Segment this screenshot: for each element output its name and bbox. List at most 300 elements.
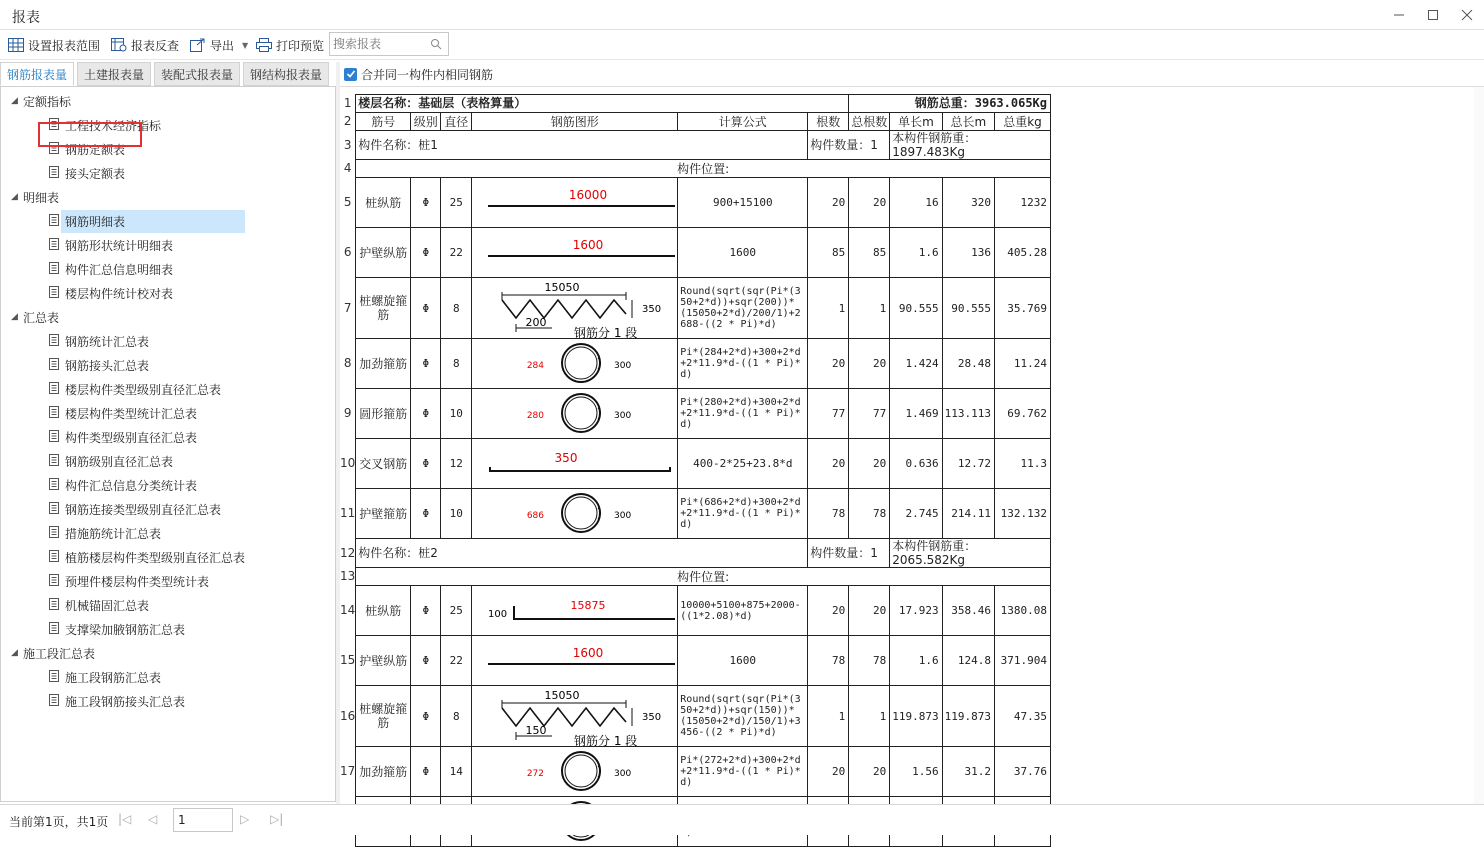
grade-symbol: Φ [411, 439, 441, 489]
print-preview-label: 打印预览 [276, 38, 325, 53]
tree-item[interactable] [49, 354, 149, 376]
document-icon [49, 142, 59, 157]
formula: 1600 [678, 636, 808, 686]
column-header: 钢筋图形 [472, 113, 678, 131]
total-count: 77 [849, 389, 890, 439]
bar-name: 桩纵筋 [356, 178, 411, 228]
grade-symbol: Φ [411, 636, 441, 686]
tree-item[interactable] [49, 474, 197, 496]
formula: 400-2*25+23.8*d [678, 439, 808, 489]
diameter: 10 [441, 489, 472, 539]
document-icon [49, 382, 59, 397]
row-number: 11 [340, 489, 356, 539]
tree-item-label: 构件汇总信息分类统计表 [65, 478, 198, 493]
column-header: 总长m [942, 113, 994, 131]
last-page-icon[interactable]: ▷| [270, 812, 284, 826]
first-page-icon[interactable]: |◁ [118, 812, 132, 826]
document-icon [49, 358, 59, 373]
table-row [340, 178, 1051, 228]
formula: 1600 [678, 228, 808, 278]
column-header: 单长m [890, 113, 942, 131]
total-length: 124.8 [942, 636, 994, 686]
total-length: 28.48 [942, 339, 994, 389]
table-header-row [340, 113, 1051, 131]
table-row [340, 686, 1051, 747]
column-header: 计算公式 [678, 113, 808, 131]
grade-symbol: Φ [411, 586, 441, 636]
page-info: 当前第1页，共1页 [9, 815, 109, 829]
document-icon [49, 574, 59, 589]
bar-name: 护壁箍筋 [356, 489, 411, 539]
shape-dim-text: 300 [614, 360, 632, 371]
document-icon [49, 598, 59, 613]
export-icon [190, 38, 206, 52]
grade-symbol: Φ [411, 489, 441, 539]
tree-item-label: 预埋件楼层构件类型统计表 [65, 574, 210, 589]
page-number-input[interactable]: 1 [173, 808, 233, 832]
document-icon [49, 166, 59, 181]
bar-name: 护壁纵筋 [356, 228, 411, 278]
row-number: 4 [340, 160, 356, 178]
document-icon [49, 238, 59, 253]
shape-dim-text: 15050 [544, 689, 580, 702]
bar-name: 桩纵筋 [356, 586, 411, 636]
tree-item[interactable] [49, 690, 185, 712]
total-count: 20 [849, 439, 890, 489]
count: 20 [808, 586, 849, 636]
grade-symbol: Φ [411, 747, 441, 797]
bar-name: 加劲箍筋 [356, 339, 411, 389]
grade-symbol: Φ [411, 389, 441, 439]
tree-item[interactable] [49, 450, 173, 472]
diameter: 12 [441, 439, 472, 489]
bar-name: 加劲箍筋 [356, 747, 411, 797]
unit-length: 0.636 [890, 439, 942, 489]
shape-dim-text: 15875 [570, 598, 606, 612]
minimize-icon[interactable] [1382, 0, 1416, 30]
bar-name: 圆形箍筋 [356, 389, 411, 439]
grade-symbol: Φ [411, 228, 441, 278]
tree-item[interactable] [49, 330, 149, 352]
title-bar [0, 0, 1484, 30]
total-weight-cell: 11.3 [995, 439, 1051, 489]
column-header: 根数 [808, 113, 849, 131]
component-count: 构件数量：1 [808, 131, 890, 160]
tree-item[interactable] [49, 282, 173, 304]
bar-name: 交叉钢筋 [356, 439, 411, 489]
bar-name: 桩螺旋箍筋 [356, 278, 411, 339]
tree-item[interactable] [49, 210, 245, 232]
column-header: 筋号 [356, 113, 411, 131]
tree-item[interactable] [49, 546, 245, 568]
row-number: 12 [340, 539, 356, 568]
grade-symbol: Φ [411, 339, 441, 389]
row-number: 1 [340, 95, 356, 113]
count: 85 [808, 228, 849, 278]
total-weight-cell: 371.904 [995, 636, 1051, 686]
shape-dim-text: 16000 [569, 187, 608, 202]
tab-steel-report[interactable]: 钢结构报表量 [243, 62, 329, 86]
diameter: 8 [441, 339, 472, 389]
total-weight-cell: 69.762 [995, 389, 1051, 439]
row-number: 14 [340, 586, 356, 636]
component-row [340, 539, 1051, 568]
table-row [340, 489, 1051, 539]
rebar-shape [472, 636, 678, 686]
report-viewer [340, 86, 1484, 804]
tree-item-label: 接头定额表 [65, 166, 126, 181]
reverse-check-button[interactable] [111, 34, 179, 56]
rebar-shape-bent [472, 587, 677, 635]
tree-item-label: 施工段钢筋接头汇总表 [65, 694, 186, 709]
expand-arrow-icon[interactable]: ◢ [11, 312, 18, 322]
tree-item[interactable] [49, 498, 221, 520]
rebar-shape [472, 586, 678, 636]
document-icon [49, 334, 59, 349]
row-number: 5 [340, 178, 356, 228]
formula: Pi*(272+2*d)+300+2*d+2*11.9*d-((1 * Pi)*d) [678, 747, 808, 797]
grade-symbol: Φ [411, 178, 441, 228]
total-count: 20 [849, 586, 890, 636]
component-position: 构件位置: [356, 568, 1051, 586]
tree-item[interactable] [49, 402, 197, 424]
shape-dim-text: 200 [525, 316, 547, 329]
search-icon[interactable] [430, 38, 442, 50]
component-name: 构件名称：桩2 [356, 539, 808, 568]
diameter: 22 [441, 228, 472, 278]
unit-length: 90.555 [890, 278, 942, 339]
total-weight-cell: 11.24 [995, 339, 1051, 389]
document-icon [49, 286, 59, 301]
tree-item[interactable] [49, 570, 209, 592]
total-count: 78 [849, 636, 890, 686]
row-number: 17 [340, 747, 356, 797]
tree-item[interactable] [49, 666, 161, 688]
diameter: 22 [441, 636, 472, 686]
total-length: 113.113 [942, 389, 994, 439]
row-number: 9 [340, 389, 356, 439]
search-input[interactable] [330, 33, 426, 55]
row-number: 8 [340, 339, 356, 389]
rebar-shape-straight [472, 637, 677, 685]
rebar-shape [472, 747, 678, 797]
diameter: 8 [441, 686, 472, 747]
shape-dim-text: 150 [525, 724, 547, 737]
total-weight-cell: 1232 [995, 178, 1051, 228]
column-header: 总根数 [849, 113, 890, 131]
document-icon [49, 694, 59, 709]
table-row [340, 389, 1051, 439]
document-icon [49, 430, 59, 445]
tree-item[interactable] [49, 522, 161, 544]
tree-group-label: 定额指标 [23, 94, 72, 109]
tree-item-label: 构件类型级别直径汇总表 [65, 430, 198, 445]
rebar-detail-table [340, 94, 1051, 847]
tree-item[interactable] [49, 234, 173, 256]
segment-label: 钢筋分 1 段 [574, 326, 638, 340]
row-number: 7 [340, 278, 356, 339]
rebar-shape [472, 686, 678, 747]
document-icon [49, 262, 59, 277]
shape-dim-text: 280 [527, 410, 545, 421]
total-count: 20 [849, 178, 890, 228]
tree-item-label: 施工段钢筋汇总表 [65, 670, 162, 685]
count: 20 [808, 339, 849, 389]
unit-length: 1.56 [890, 747, 942, 797]
tab-rebar-report[interactable]: 钢筋报表量 [0, 62, 74, 86]
tree-item-label: 钢筋统计汇总表 [65, 334, 150, 349]
tree-group[interactable] [11, 186, 59, 208]
column-header: 级别 [411, 113, 441, 131]
tree-group[interactable] [11, 306, 59, 328]
status-bar [0, 804, 1484, 835]
tree-item-label: 钢筋级别直径汇总表 [65, 454, 174, 469]
shape-dim-text: 272 [527, 768, 545, 779]
shape-dim-text: 284 [527, 360, 545, 371]
table-row [340, 747, 1051, 797]
tree-item-label: 植筋楼层构件类型级别直径汇总表 [65, 550, 246, 565]
grid-icon [8, 38, 24, 52]
table-row [340, 339, 1051, 389]
shape-dim-text: 300 [614, 510, 632, 521]
tree-item-label: 工程技术经济指标 [65, 118, 162, 133]
row-number: 3 [340, 131, 356, 160]
rebar-shape-straight [472, 179, 677, 227]
unit-length: 1.6 [890, 636, 942, 686]
total-count: 85 [849, 228, 890, 278]
count: 20 [808, 439, 849, 489]
tree-item[interactable] [49, 162, 125, 184]
tree-group[interactable] [11, 90, 71, 112]
chevron-down-icon[interactable]: ▼ [242, 40, 249, 50]
total-weight-cell: 35.769 [995, 278, 1051, 339]
expand-arrow-icon[interactable]: ◢ [11, 192, 18, 202]
total-length: 214.11 [942, 489, 994, 539]
diameter: 8 [441, 278, 472, 339]
rebar-shape [472, 278, 678, 339]
total-count: 1 [849, 686, 890, 747]
expand-arrow-icon[interactable]: ◢ [11, 648, 18, 658]
tree-item-label: 钢筋明细表 [61, 210, 245, 233]
toolbar [0, 30, 1484, 60]
unit-length: 119.873 [890, 686, 942, 747]
total-count: 20 [849, 747, 890, 797]
tree-group-label: 明细表 [23, 190, 60, 205]
document-icon [49, 406, 59, 421]
total-weight-cell: 47.35 [995, 686, 1051, 747]
rebar-shape-hooks [472, 440, 677, 488]
diameter: 25 [441, 586, 472, 636]
print-preview-button[interactable] [256, 34, 324, 56]
segment-label: 钢筋分 1 段 [574, 734, 638, 748]
tree-item-label: 楼层构件类型级别直径汇总表 [65, 382, 222, 397]
formula: Pi*(686+2*d)+300+2*d+2*11.9*d-((1 * Pi)*d) [678, 489, 808, 539]
grade-symbol: Φ [411, 278, 441, 339]
tree-item-label: 钢筋形状统计明细表 [65, 238, 174, 253]
rebar-shape-circle [472, 390, 677, 438]
count: 1 [808, 278, 849, 339]
column-header: 直径 [441, 113, 472, 131]
tab-prefab-report[interactable]: 装配式报表量 [154, 62, 240, 86]
count: 20 [808, 747, 849, 797]
total-length: 320 [942, 178, 994, 228]
export-label: 导出 [210, 38, 235, 53]
rebar-shape [472, 389, 678, 439]
report-scrollbar[interactable] [1474, 87, 1484, 805]
shape-dim-text: 300 [614, 410, 632, 421]
tree-item-label: 构件汇总信息明细表 [65, 262, 174, 277]
diameter: 25 [441, 178, 472, 228]
document-icon [49, 526, 59, 541]
tree-group-label: 施工段汇总表 [23, 646, 96, 661]
search-box [329, 32, 449, 56]
row-number: 16 [340, 686, 356, 747]
rebar-shape-circle [472, 748, 677, 796]
tree-item-label: 钢筋接头汇总表 [65, 358, 150, 373]
shape-dim-text: 350 [642, 712, 662, 723]
tree-item[interactable] [49, 594, 149, 616]
prev-page-icon[interactable]: ◁ [148, 812, 158, 826]
shape-dim-text: 350 [642, 304, 662, 315]
tree-item-label: 楼层构件统计校对表 [65, 286, 174, 301]
close-icon[interactable] [1450, 0, 1484, 30]
set-range-label: 设置报表范围 [28, 38, 101, 53]
rebar-shape [472, 339, 678, 389]
total-count: 20 [849, 339, 890, 389]
tree-item-label: 支撑梁加腋钢筋汇总表 [65, 622, 186, 637]
formula: Round(sqrt(sqr(Pi*(350+2*d))+sqr(200))*(15050+2*d)/200/1)+2688-((2 * Pi)*d) [678, 278, 808, 339]
component-row [340, 131, 1051, 160]
total-length: 90.555 [942, 278, 994, 339]
tree-item-label: 钢筋定额表 [65, 142, 126, 157]
tree-item[interactable] [49, 258, 173, 280]
unit-length: 1.424 [890, 339, 942, 389]
rebar-shape [472, 489, 678, 539]
formula: Round(sqrt(sqr(Pi*(350+2*d))+sqr(150))*(15050+2*d)/150/1)+3456-((2 * Pi)*d) [678, 686, 808, 747]
column-header: 总重kg [995, 113, 1051, 131]
unit-length: 1.6 [890, 228, 942, 278]
row-number: 15 [340, 636, 356, 686]
formula: Pi*(280+2*d)+300+2*d+2*11.9*d-((1 * Pi)*d) [678, 389, 808, 439]
table-search-icon [111, 38, 127, 52]
rebar-shape-spiral [472, 278, 677, 338]
next-page-icon[interactable]: ▷ [240, 812, 250, 826]
rebar-shape [472, 228, 678, 278]
merge-option[interactable] [344, 64, 493, 84]
bar-name: 桩螺旋箍筋 [356, 686, 411, 747]
tree-group[interactable] [11, 642, 95, 664]
rebar-shape-straight [472, 229, 677, 277]
table-row [340, 439, 1051, 489]
unit-length: 17.923 [890, 586, 942, 636]
bar-name: 护壁纵筋 [356, 636, 411, 686]
total-length: 31.2 [942, 747, 994, 797]
position-row [340, 160, 1051, 178]
expand-arrow-icon[interactable]: ◢ [11, 96, 18, 106]
rebar-shape-spiral [472, 686, 677, 746]
tree-item[interactable] [49, 378, 221, 400]
table-row [340, 228, 1051, 278]
table-row [340, 586, 1051, 636]
component-weight: 本构件钢筋重：1897.483Kg [890, 131, 1051, 160]
count: 20 [808, 178, 849, 228]
total-length: 136 [942, 228, 994, 278]
shape-dim-text: 15050 [544, 281, 580, 294]
printer-icon [256, 38, 272, 52]
count: 78 [808, 489, 849, 539]
rebar-shape-circle [472, 340, 677, 388]
document-icon [49, 214, 59, 229]
tree-item-label: 楼层构件类型统计汇总表 [65, 406, 198, 421]
row-number: 10 [340, 439, 356, 489]
tree-item[interactable] [49, 138, 125, 160]
document-icon [49, 478, 59, 493]
unit-length: 2.745 [890, 489, 942, 539]
total-length: 358.46 [942, 586, 994, 636]
maximize-icon[interactable] [1416, 0, 1450, 30]
merge-option-label: 合并同一构件内相同钢筋 [361, 67, 494, 82]
component-weight: 本构件钢筋重：2065.582Kg [890, 539, 1051, 568]
merge-checkbox[interactable] [344, 68, 357, 81]
document-icon [49, 454, 59, 469]
total-weight: 钢筋总重：3963.065Kg [849, 95, 1051, 113]
document-icon [49, 550, 59, 565]
total-weight-cell: 1380.08 [995, 586, 1051, 636]
unit-length: 16 [890, 178, 942, 228]
shape-dim-text: 300 [614, 768, 632, 779]
document-icon [49, 118, 59, 133]
tree-item[interactable] [49, 114, 161, 136]
shape-dim-text: 686 [527, 510, 545, 521]
report-tabs [0, 62, 336, 86]
count: 78 [808, 636, 849, 686]
formula: 10000+5100+875+2000-((1*2.08)*d) [678, 586, 808, 636]
table-row [340, 278, 1051, 339]
total-count: 1 [849, 278, 890, 339]
tree-item-label: 机械锚固汇总表 [65, 598, 150, 613]
row-number: 6 [340, 228, 356, 278]
row-number: 13 [340, 568, 356, 586]
formula: 900+15100 [678, 178, 808, 228]
unit-length: 1.469 [890, 389, 942, 439]
set-range-button[interactable] [8, 34, 100, 56]
document-icon [49, 502, 59, 517]
total-length: 119.873 [942, 686, 994, 747]
rebar-shape-circle [472, 490, 677, 538]
rebar-shape [472, 439, 678, 489]
grade-symbol: Φ [411, 686, 441, 747]
tree-item[interactable] [49, 618, 185, 640]
floor-name: 楼层名称：基础层（表格算量） [356, 95, 849, 113]
tree-item-label: 措施筋统计汇总表 [65, 526, 162, 541]
shape-dim-text: 350 [554, 450, 578, 465]
total-length: 12.72 [942, 439, 994, 489]
shape-dim-text: 100 [488, 608, 508, 620]
export-button[interactable] [190, 34, 248, 56]
tree-item[interactable] [49, 426, 197, 448]
tab-civil-report[interactable]: 土建报表量 [77, 62, 151, 86]
table-title-row [340, 95, 1051, 113]
report-tree [0, 86, 336, 802]
total-weight-cell: 37.76 [995, 747, 1051, 797]
component-position: 构件位置: [356, 160, 1051, 178]
diameter: 10 [441, 389, 472, 439]
total-count: 78 [849, 489, 890, 539]
component-count: 构件数量：1 [808, 539, 890, 568]
reverse-check-label: 报表反查 [131, 38, 180, 53]
tree-group-label: 汇总表 [23, 310, 60, 325]
window-title: 报表 [12, 10, 40, 26]
